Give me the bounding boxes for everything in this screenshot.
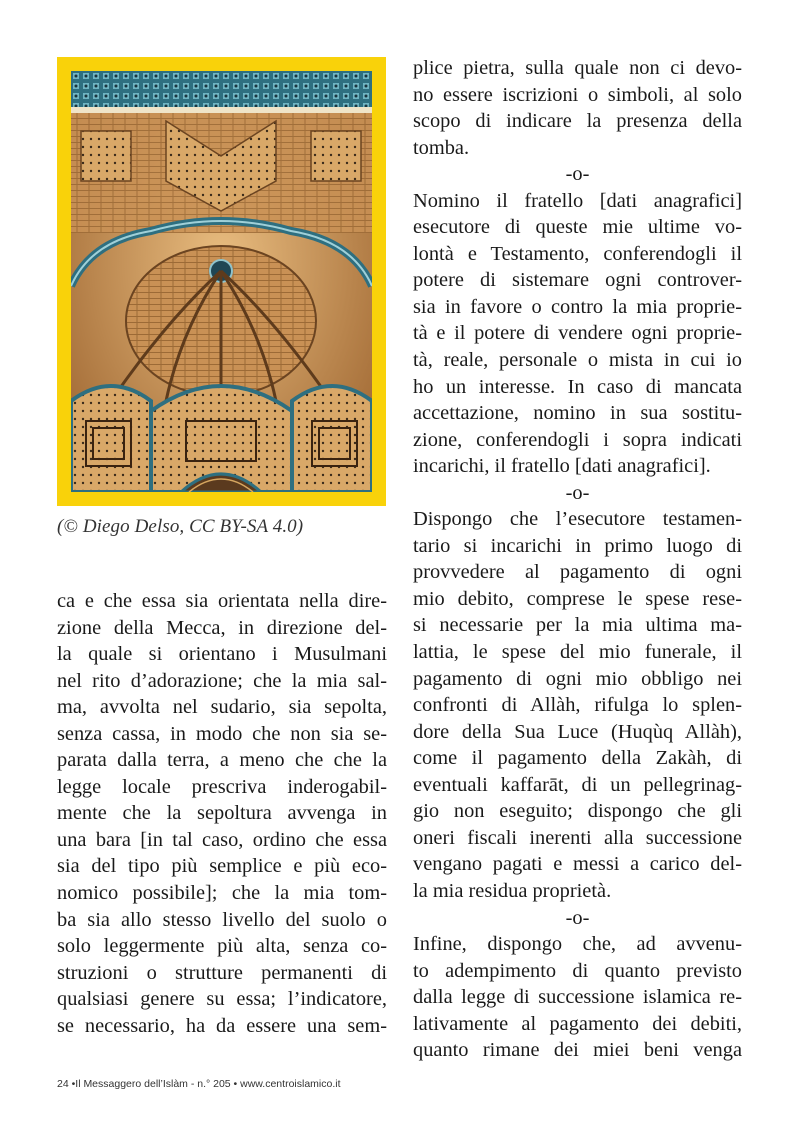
- text-line: senza cassa, in modo che non sia se-: [57, 722, 387, 745]
- text-line: Dispongo che l’esecutore testamen-: [413, 508, 742, 531]
- text-line: la quale si orientano i Musulmani: [57, 643, 387, 666]
- text-line: esecutore di queste mie ultime vo-: [413, 216, 742, 239]
- text-line: nel rito d’adorazione; che la mia sal-: [57, 669, 387, 692]
- text-line: mente che la sepoltura avvenga in: [57, 802, 387, 825]
- text-line: tà, reale, personale o mista in cui io: [413, 349, 742, 372]
- photo-frame: [57, 57, 386, 506]
- text-line: lattia, le spese del mio funerale, il: [413, 641, 742, 664]
- text-line: quanto rimane dei miei beni venga: [413, 1039, 742, 1062]
- decorated-vault-illustration-icon: [71, 71, 372, 492]
- text-line: ca e che essa sia orientata nella dire-: [57, 590, 387, 612]
- text-line: sia in favore o contro la mia proprie-: [413, 295, 742, 318]
- text-line: incarichi, il fratello [dati anagrafici].: [413, 455, 711, 478]
- text-line: no essere iscrizioni o simboli, al solo: [413, 83, 742, 106]
- text-line: si necessarie per la mia ultima ma-: [413, 614, 742, 637]
- text-line: parata dalla terra, a meno che che la: [57, 749, 387, 772]
- text-line: lativamente al pagamento dei debiti,: [413, 1012, 742, 1035]
- text-line: ho un interesse. In caso di mancata: [413, 375, 742, 398]
- section-separator: -o-: [565, 481, 590, 504]
- text-line: zione della Mecca, in direzione del-: [57, 616, 387, 639]
- text-line: gio non eseguito; dispongo che gli: [413, 800, 742, 823]
- text-line: nomico possibile]; che la mia tom-: [57, 882, 387, 905]
- page-footer: 24 •Il Messaggero dell’Islàm - n.° 205 • www.centroislamico.it: [57, 1078, 341, 1090]
- section-separator: -o-: [565, 906, 590, 929]
- left-text-column: [57, 588, 387, 1039]
- text-line: tà e il potere di vendere ogni proprie-: [413, 322, 742, 345]
- text-line: una bara [in tal caso, ordino che essa: [57, 828, 387, 851]
- text-line: solo leggermente più alta, senza co-: [57, 935, 387, 958]
- text-line: Nomino il fratello [dati anagrafici]: [413, 189, 742, 212]
- text-line: legge locale prescriva inderogabil-: [57, 775, 387, 798]
- text-line: eventuali kaffarāt, di un pellegrinag-: [413, 773, 742, 796]
- text-line: qualsiasi genere su essa; l’indicatore,: [57, 988, 387, 1011]
- text-line: plice pietra, sulla quale non ci devo-: [413, 57, 742, 79]
- text-line: to adempimento di quanto previsto: [413, 959, 742, 982]
- section-separator: -o-: [565, 163, 590, 186]
- text-line: confronti di Allàh, rifulga lo splen-: [413, 694, 742, 717]
- text-line: tario si incarichi in primo luogo di: [413, 534, 742, 557]
- text-line: se necessario, ha da essere una sem-: [57, 1014, 387, 1037]
- text-line: dalla legge di successione islamica re-: [413, 986, 742, 1009]
- text-line: sia del tipo più semplice e più eco-: [57, 855, 387, 878]
- text-line: potere di sistemare ogni controver-: [413, 269, 742, 292]
- text-line: Infine, dispongo che, ad avvenu-: [413, 933, 742, 956]
- text-line: mio debito, comprese le spese rese-: [413, 587, 742, 610]
- right-text-column: [413, 55, 742, 1064]
- text-line: oneri fiscali inerenti alla successione: [413, 826, 742, 849]
- text-line: vengano pagati e messi a carico del-: [413, 853, 742, 876]
- text-line: struzioni o strutture permanenti di: [57, 961, 387, 984]
- vault-photo: [71, 71, 372, 492]
- text-line: lontà e Testamento, conferendogli il: [413, 242, 742, 265]
- text-line: tomba.: [413, 136, 470, 159]
- text-line: provvedere al pagamento di ogni: [413, 561, 742, 584]
- text-line: ba sia allo stesso livello del suolo o: [57, 908, 387, 931]
- text-line: la mia residua proprietà.: [413, 879, 612, 902]
- text-line: accettazione, nomino in sua sostitu-: [413, 402, 742, 425]
- text-line: ma, avvolta nel sudario, sia sepolta,: [57, 696, 387, 719]
- text-line: scopo di indicare la presenza della: [413, 110, 742, 133]
- text-line: come il pagamento della Zakàh, di: [413, 747, 742, 770]
- text-line: pagamento di ogni mio obbligo nei: [413, 667, 742, 690]
- text-line: zione, conferendogli i sopra indicati: [413, 428, 742, 451]
- text-line: dore della Sua Luce (Huqùq Allàh),: [413, 720, 742, 743]
- photo-caption: (© Diego Delso, CC BY-SA 4.0): [57, 516, 304, 537]
